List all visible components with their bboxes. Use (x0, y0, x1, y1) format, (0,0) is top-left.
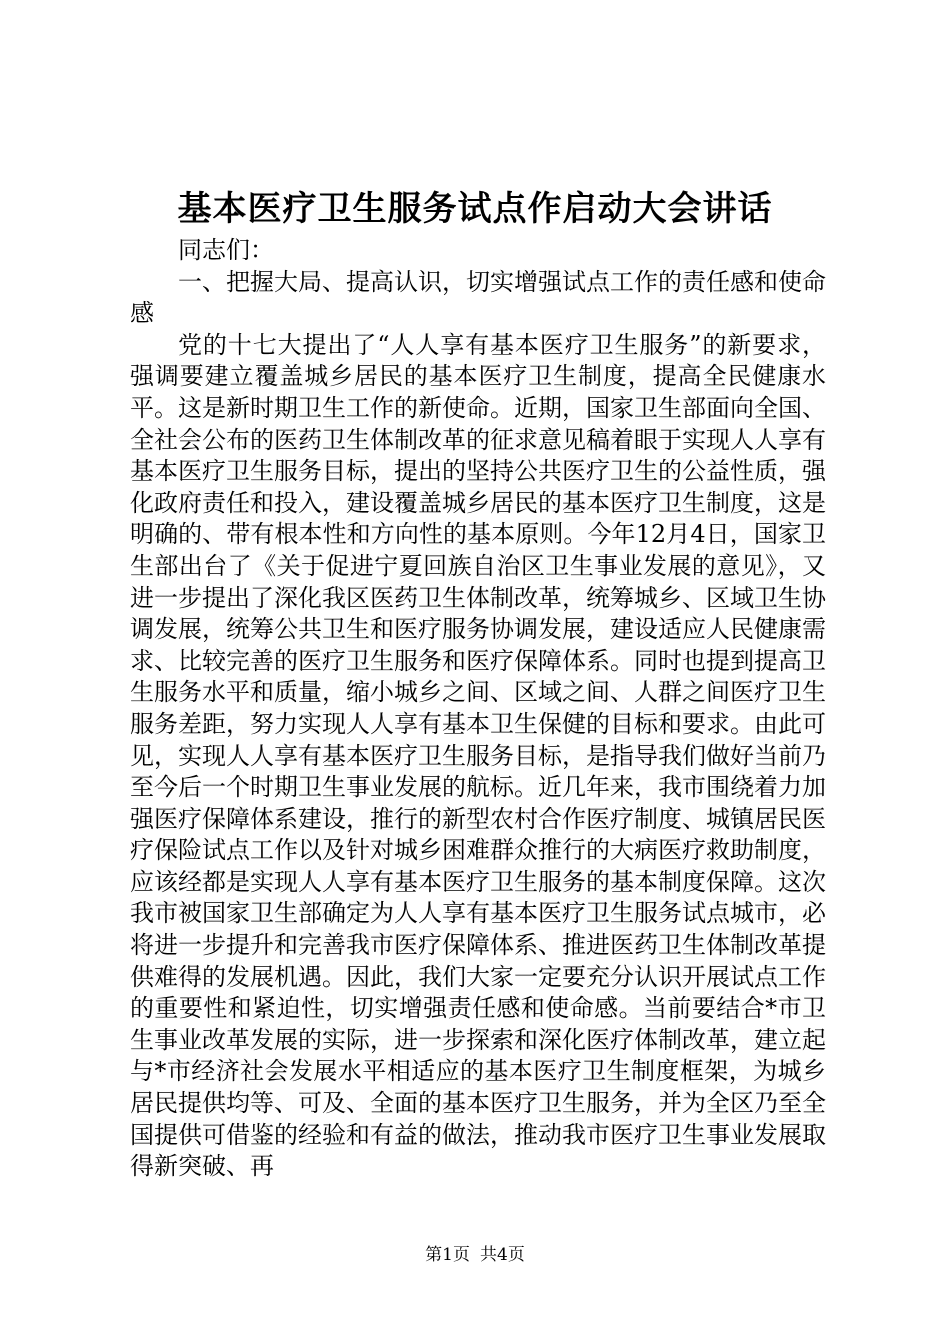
section-heading: 一、把握大局、提高认识，切实增强试点工作的责任感和使命感 (130, 267, 826, 328)
page-count: 共4页 (480, 1245, 525, 1265)
page-footer (0, 1244, 950, 1266)
document-title: 基本医疗卫生服务试点作启动大会讲话 (177, 189, 773, 229)
body-paragraph: 党的十七大提出了“人人享有基本医疗卫生服务”的新要求，强调要建立覆盖城乡居民的基本医疗卫生制度，提高全民健康水平。这是新时期卫生工作的新使命。近期，国家卫生部面向全国、全社会公布的医药卫生体制改革的征求意见稿着眼于实现人人享有基本医疗卫生服务目标，提出的坚持公共医疗卫生的公益性质，强化政府责任和投入，建设覆盖城乡居民的基本医疗卫生制度，这是明确的、带有根本性和方向性的基本原则。今年12月4日，国家卫生部出台了《关于促进宁夏回族自治区卫生事业发展的意见》，又进一步提出了深化我区医药卫生体制改革，统筹城乡、区域卫生协调发展，统筹公共卫生和医疗服务协调发展，建设适应人民健康需求、比较完善的医疗卫生服务和医疗保障体系。同时也提到提高卫生服务水平和质量，缩小城乡之间、区域之间、人群之间医疗卫生服务差距，努力实现人人享有基本卫生保健的目标和要求。由此可见，实现人人享有基本医疗卫生服务目标，是指导我们做好当前乃至今后一个时期卫生事业发展的航标。近几年来，我市围绕着力加强医疗保障体系建设，推行的新型农村合作医疗制度、城镇居民医疗保险试点工作以及针对城乡困难群众推行的大病医疗救助制度，应该经都是实现人人享有基本医疗卫生服务的基本制度保障。这次我市被国家卫生部确定为人人享有基本医疗卫生服务试点城市，必将进一步提升和完善我市医疗保障体系、推进医药卫生体制改革提供难得的发展机遇。因此，我们大家一定要充分认识开展试点工作的重要性和紧迫性，切实增强责任感和使命感。当前要结合*市卫生事业改革发展的实际，进一步探索和深化医疗体制改革，建立起与*市经济社会发展水平相适应的基本医疗卫生制度框架，为城乡居民提供均等、可及、全面的基本医疗卫生服务，并为全区乃至全国提供可借鉴的经验和有益的做法，推动我市医疗卫生事业发展取得新突破、再 (130, 330, 826, 1181)
salutation: 同志们： (178, 236, 274, 264)
document-body (130, 235, 826, 1183)
page-number: 第1页 (425, 1245, 470, 1265)
